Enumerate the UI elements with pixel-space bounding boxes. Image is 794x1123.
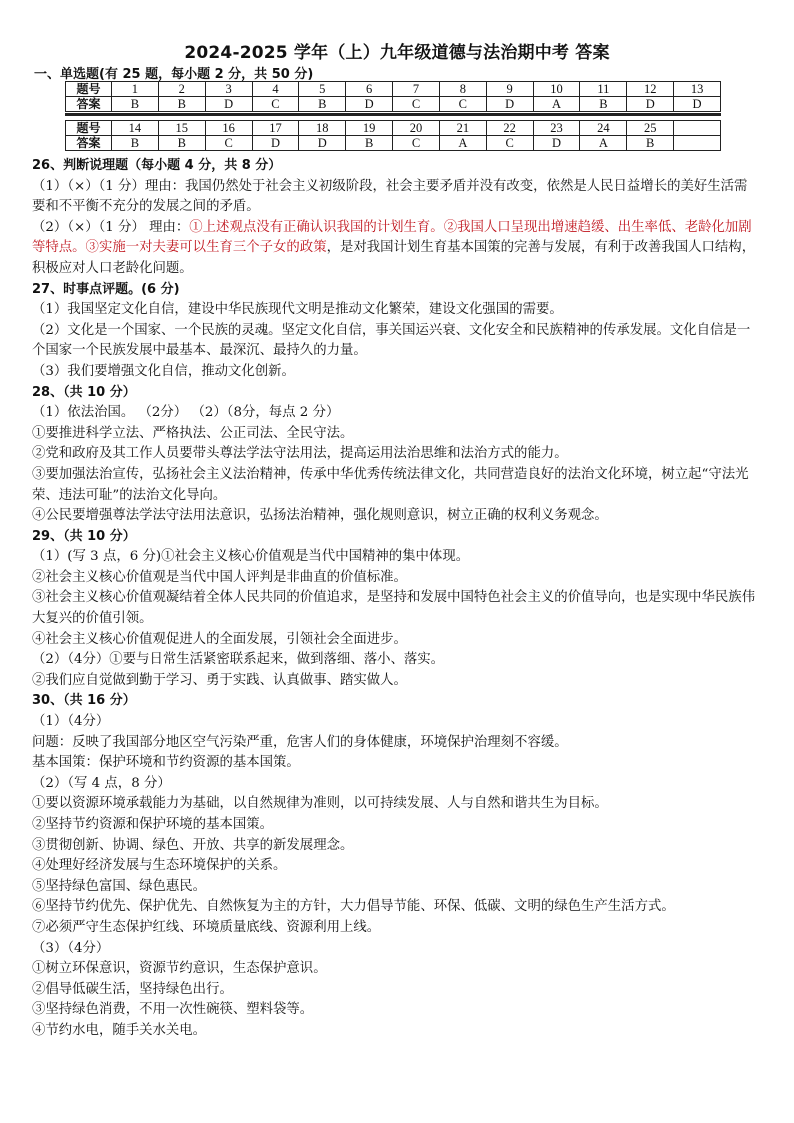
q30-answer-line: （1）（4分） xyxy=(32,714,110,730)
q27-answer-line: （3）我们要增强文化自信，推动文化创新。 xyxy=(32,363,295,379)
q30-answer-line: （2）（写 4 点，8 分） xyxy=(32,775,171,791)
q28-answer-line: ③要加强法治宣传，弘扬社会主义法治精神，传承中华优秀传统法律文化，共同营造良好的法治文化环境，树立起“守法光荣、违法可耻”的法治文化导向。 xyxy=(32,466,749,503)
q26-answer-2-highlight: ①上述观点没有正确认识我国的计划生育。②我国人口呈现出增速趋缓、出生率低、老龄化加剧等特点。③实施一对夫妻可以生育三个子女的政策 xyxy=(32,219,752,256)
q29-answer-line: ④社会主义核心价值观促进人的全面发展，引领社会全面进步。 xyxy=(32,631,407,647)
question-number-cell: 5 xyxy=(299,82,346,97)
answer-cell: C xyxy=(439,97,486,112)
answer-cell: B xyxy=(112,97,159,112)
question-number-cell: 10 xyxy=(533,82,580,97)
answer-cell: C xyxy=(205,136,252,151)
q27-answer-line: （2）文化是一个国家、一个民族的灵魂。坚定文化自信，事关国运兴衰、文化安全和民族精神的传承发展。文化自信是一个国家一个民族发展中最基本、最深沉、最持久的力量。 xyxy=(32,322,751,359)
q27-answer xyxy=(32,300,760,382)
q28-answer-line: ②党和政府及其工作人员要带头尊法学法守法用法，提高运用法治思维和法治方式的能力。 xyxy=(32,446,568,462)
answer-cell: B xyxy=(580,97,627,112)
table-row xyxy=(66,82,721,97)
q30-answer-line: ③贯彻创新、协调、绿色、开放、共享的新发展理念。 xyxy=(32,837,354,853)
answer-table-1 xyxy=(65,81,721,112)
answer-body xyxy=(32,156,760,1042)
answer-cell: D xyxy=(299,136,346,151)
question-number-cell: 25 xyxy=(627,121,674,136)
q29-answer-line: ②社会主义核心价值观是当代中国人评判是非曲直的价值标准。 xyxy=(32,569,407,585)
question-number-cell: 16 xyxy=(205,121,252,136)
q30-answer-line: ②坚持节约资源和保护环境的基本国策。 xyxy=(32,817,274,832)
question-number-cell xyxy=(674,121,721,136)
question-number-cell: 9 xyxy=(486,82,533,97)
row-label-answer: 答案 xyxy=(66,97,112,112)
q30-answer-line: 问题：反映了我国部分地区空气污染严重，危害人们的身体健康，环境保护治理刻不容缓。 xyxy=(32,734,568,750)
q29-answer-line: （2）（4分）①要与日常生活紧密联系起来，做到落细、落小、落实。 xyxy=(32,652,445,668)
q30-answer-line: ⑤坚持绿色富国、绿色惠民。 xyxy=(32,878,207,894)
q29-answer-line: ③社会主义核心价值观凝结着全体人民共同的价值追求，是坚持和发展中国特色社会主义的价值导向，也是实现中华民族伟大复兴的价值引领。 xyxy=(32,590,756,627)
answer-cell: D xyxy=(627,97,674,112)
q30-answer-line: ①要以资源环境承载能力为基础，以自然规律为准则，以可持续发展、人与自然和谐共生为目标。 xyxy=(32,796,608,812)
answer-cell: D xyxy=(346,97,393,112)
question-number-cell: 4 xyxy=(252,82,299,97)
q30-answer xyxy=(32,712,760,1042)
answer-cell: A xyxy=(533,97,580,112)
answer-table-2 xyxy=(65,120,721,151)
answer-cell xyxy=(674,136,721,151)
question-number-cell: 21 xyxy=(439,121,486,136)
question-number-cell: 11 xyxy=(580,82,627,97)
q30-answer-line: （3）（4分） xyxy=(32,940,110,956)
q29-answer-line: （1）(写 3 点，6 分)①社会主义核心价值观是当代中国精神的集中体现。 xyxy=(32,549,470,565)
answer-cell: D xyxy=(533,136,580,151)
question-number-cell: 20 xyxy=(393,121,440,136)
question-number-cell: 8 xyxy=(439,82,486,97)
page-title: 2024-2025 学年（上）九年级道德与法治期中考 答案 xyxy=(184,43,610,63)
question-number-cell: 22 xyxy=(486,121,533,136)
question-number-cell: 7 xyxy=(393,82,440,97)
question-number-cell: 24 xyxy=(580,121,627,136)
answer-cell: D xyxy=(252,136,299,151)
answer-cell: C xyxy=(252,97,299,112)
question-number-cell: 18 xyxy=(299,121,346,136)
q28-answer-line: ④公民要增强尊法学法守法用法意识，弘扬法治精神，强化规则意识，树立正确的权利义务观念。 xyxy=(32,508,608,524)
question-number-cell: 2 xyxy=(158,82,205,97)
question-number-cell: 12 xyxy=(627,82,674,97)
question-number-cell: 3 xyxy=(205,82,252,97)
answer-cell: B xyxy=(346,136,393,151)
q30-answer-line: 基本国策：保护环境和节约资源的基本国策。 xyxy=(32,755,300,771)
q26-answer-2 xyxy=(32,218,760,280)
table-divider xyxy=(65,113,721,116)
row-label-answer: 答案 xyxy=(66,136,112,151)
question-number-cell: 1 xyxy=(112,82,159,97)
q27-answer-line: （1）我国坚定文化自信，建设中华民族现代文明是推动文化繁荣，建设文化强国的需要。 xyxy=(32,302,563,318)
answer-cell: B xyxy=(627,136,674,151)
answer-cell: C xyxy=(393,97,440,112)
q28-heading: 28、（共 10 分） xyxy=(32,384,136,400)
answer-cell: B xyxy=(158,97,205,112)
q29-answer-line: ②我们应自觉做到勤于学习、勇于实践、认真做事、踏实做人。 xyxy=(32,672,407,688)
q30-heading: 30、（共 16 分） xyxy=(32,693,136,709)
q29-answer xyxy=(32,547,760,691)
answer-cell: C xyxy=(393,136,440,151)
q30-answer-line: ④节约水电，随手关水关电。 xyxy=(32,1022,207,1038)
question-number-cell: 15 xyxy=(158,121,205,136)
q26-answer-2-suffix: ，是对我国计划生育基本国策的完善与发展，有利于改善我国人口结构，积极应对人口老龄化问题。 xyxy=(32,240,756,276)
question-number-cell: 14 xyxy=(112,121,159,136)
table-row xyxy=(66,121,721,136)
question-number-cell: 17 xyxy=(252,121,299,136)
answer-cell: A xyxy=(439,136,486,151)
answer-cell: B xyxy=(299,97,346,112)
row-label-question: 题号 xyxy=(66,82,112,97)
q27-heading: 27、时事点评题。(6 分) xyxy=(32,281,180,297)
q28-answer-line: ①要推进科学立法、严格执法、公正司法、全民守法。 xyxy=(32,425,354,441)
q28-answer xyxy=(32,403,760,527)
answer-cell: D xyxy=(674,97,721,112)
question-number-cell: 6 xyxy=(346,82,393,97)
table-row xyxy=(66,97,721,112)
q30-answer-line: ①树立环保意识，资源节约意识，生态保护意识。 xyxy=(32,961,327,977)
q30-answer-line: ②倡导低碳生活，坚持绿色出行。 xyxy=(32,981,233,997)
q30-answer-line: ⑥坚持节约优先、保护优先、自然恢复为主的方针，大力倡导节能、环保、低碳、文明的绿色生产生活方式。 xyxy=(32,899,675,915)
answer-cell: B xyxy=(158,136,205,151)
q26-answer-2-prefix: （2）（×）（1 分） 理由： xyxy=(32,219,190,235)
answer-cell: D xyxy=(205,97,252,112)
question-number-cell: 19 xyxy=(346,121,393,136)
q29-heading: 29、（共 10 分） xyxy=(32,528,136,544)
answer-cell: D xyxy=(486,97,533,112)
answer-cell: C xyxy=(486,136,533,151)
question-number-cell: 13 xyxy=(674,82,721,97)
row-label-question: 题号 xyxy=(66,121,112,136)
answer-cell: B xyxy=(112,136,159,151)
answer-cell: A xyxy=(580,136,627,151)
table-row xyxy=(66,136,721,151)
q30-answer-line: ④处理好经济发展与生态环境保护的关系。 xyxy=(32,858,287,874)
q30-answer-line: ⑦必须严守生态保护红线、环境质量底线、资源利用上线。 xyxy=(32,919,381,935)
q30-answer-line: ③坚持绿色消费，不用一次性碗筷、塑料袋等。 xyxy=(32,1002,314,1018)
question-number-cell: 23 xyxy=(533,121,580,136)
q26-heading: 26、判断说理题（每小题 4 分，共 8 分） xyxy=(32,158,282,173)
section1-heading: 一、单选题(有 25 题，每小题 2 分，共 50 分) xyxy=(34,67,314,82)
q26-answer-1: （1）（×）（1 分）理由：我国仍然处于社会主义初级阶段，社会主要矛盾并没有改变，依然是人民日益增长的美好生活需要和不平衡不充分的发展之间的矛盾。 xyxy=(32,178,748,215)
q28-answer-line: （1）依法治国。 （2分） （2）（8分，每点 2 分） xyxy=(32,405,340,421)
